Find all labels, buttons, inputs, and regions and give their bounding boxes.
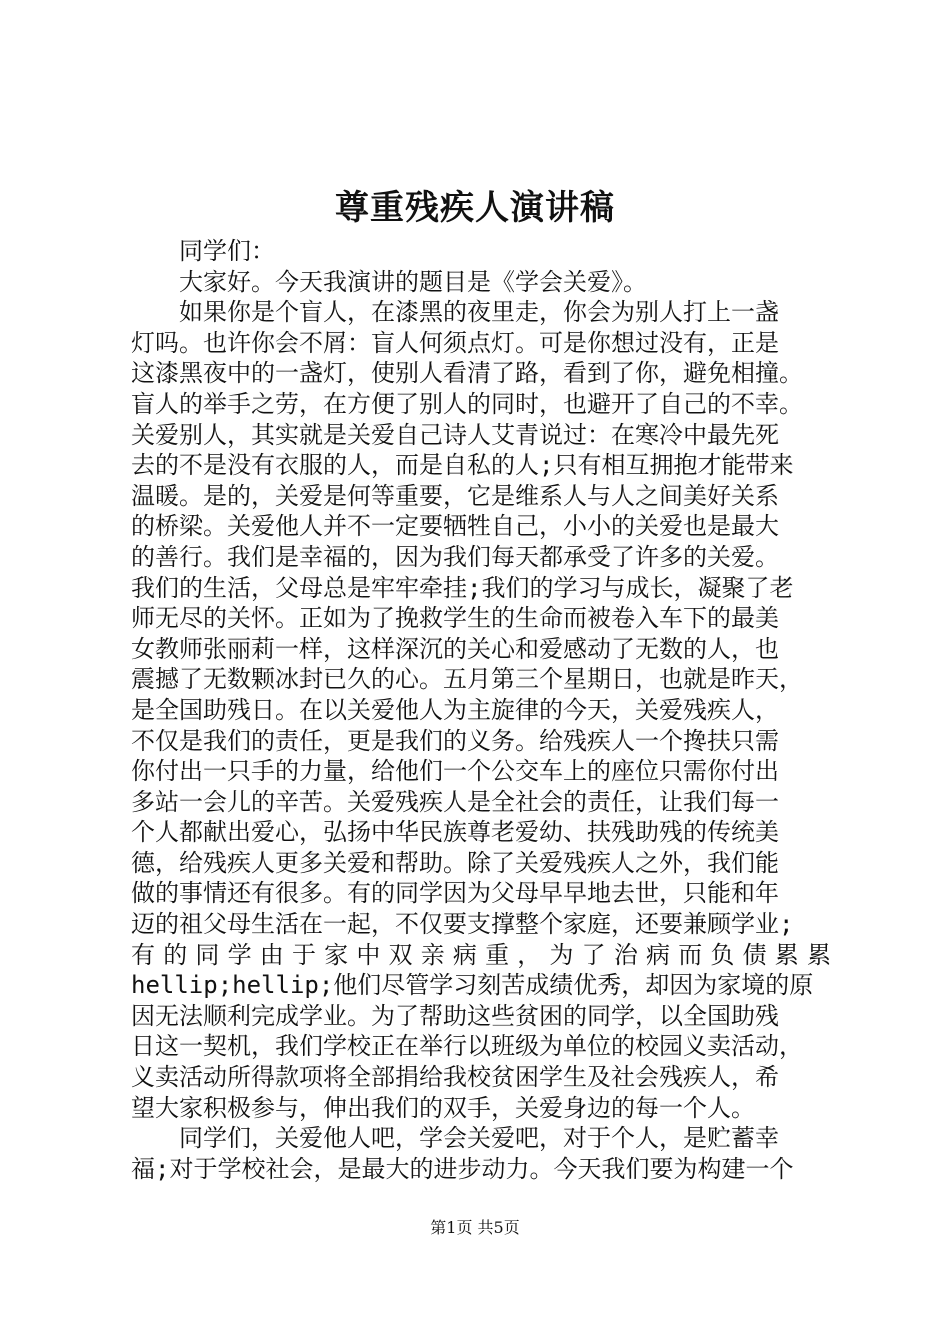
body-line: 望大家积极参与，伸出我们的双手，关爱身边的每一个人。 — [131, 1093, 755, 1122]
body-line: 德，给残疾人更多关爱和帮助。除了关爱残疾人之外，我们能 — [131, 848, 779, 877]
body-line: 女教师张丽莉一样，这样深沉的关心和爱感动了无数的人，也 — [131, 634, 779, 663]
body-line-justified — [131, 940, 831, 971]
justified-char: 为 — [549, 940, 574, 969]
justified-char: 有 — [131, 940, 155, 969]
justified-char: 双 — [388, 940, 413, 969]
body-line: 这漆黑夜中的一盏灯，使别人看清了路，看到了你，避免相撞。 — [131, 359, 803, 388]
body-line: 如果你是个盲人，在漆黑的夜里走，你会为别人打上一盏 — [179, 298, 779, 327]
justified-char: 而 — [678, 940, 703, 969]
justified-char: 的 — [163, 940, 188, 969]
justified-char: 家 — [324, 940, 349, 969]
body-line: 的桥梁。关爱他人并不一定要牺牲自己，小小的关爱也是最大 — [131, 512, 779, 541]
body-line: 大家好。今天我演讲的题目是《学会关爱》。 — [179, 267, 647, 296]
justified-char: 治 — [613, 940, 638, 969]
body-line: 去的不是没有衣服的人，而是自私的人;只有相互拥抱才能带来 — [131, 451, 794, 480]
body-line: 多站一会儿的辛苦。关爱残疾人是全社会的责任，让我们每一 — [131, 787, 779, 816]
body-line: 同学们，关爱他人吧，学会关爱吧，对于个人，是贮蓄幸 — [179, 1124, 779, 1153]
justified-char: 病 — [452, 940, 477, 969]
body-line: 盲人的举手之劳，在方便了别人的同时，也避开了自己的不幸。 — [131, 389, 803, 418]
justified-char: 重 — [485, 940, 510, 969]
body-line: 你付出一只手的力量，给他们一个公交车上的座位只需你付出 — [131, 757, 779, 786]
body-line: 师无尽的关怀。正如为了挽救学生的生命而被卷入车下的最美 — [131, 604, 779, 633]
body-line: 是全国助残日。在以关爱他人为主旋律的今天，关爱残疾人， — [131, 695, 779, 724]
justified-char: 学 — [227, 940, 252, 969]
body-line: 同学们： — [179, 237, 275, 265]
justified-char: 负 — [710, 940, 735, 969]
page-footer: 第1页 共5页 — [430, 1218, 520, 1237]
justified-char: 由 — [259, 940, 284, 969]
body-line: 灯吗。也许你会不屑：盲人何须点灯。可是你想过没有，正是 — [131, 328, 779, 357]
body-line: 个人都献出爱心，弘扬中华民族尊老爱幼、扶残助残的传统美 — [131, 818, 779, 847]
justified-char: 累 — [774, 940, 799, 969]
body-line: 我们的生活，父母总是牢牢牵挂;我们的学习与成长，凝聚了老 — [131, 573, 794, 602]
justified-char: 债 — [742, 940, 767, 969]
body-line: 做的事情还有很多。有的同学因为父母早早地去世，只能和年 — [131, 879, 779, 908]
document-title: 尊重残疾人演讲稿 — [335, 188, 615, 228]
body-line: 温暖。是的，关爱是何等重要，它是维系人与人之间美好关系 — [131, 481, 779, 510]
body-line: 迈的祖父母生活在一起，不仅要支撑整个家庭，还要兼顾学业; — [131, 910, 794, 939]
justified-char: ， — [517, 940, 542, 969]
justified-char: 于 — [291, 940, 316, 969]
body-line: 不仅是我们的责任，更是我们的义务。给残疾人一个搀扶只需 — [131, 726, 779, 755]
justified-char: 同 — [195, 940, 220, 969]
justified-char: 累 — [806, 940, 831, 969]
body-line: 义卖活动所得款项将全部捐给我校贫困学生及社会残疾人，希 — [131, 1063, 779, 1092]
justified-char: 亲 — [420, 940, 445, 969]
body-line: 震撼了无数颗冰封已久的心。五月第三个星期日，也就是昨天， — [131, 665, 803, 694]
body-line: 因无法顺利完成学业。为了帮助这些贫困的同学，以全国助残 — [131, 1001, 779, 1030]
body-line: 日这一契机，我们学校正在举行以班级为单位的校园义卖活动， — [131, 1032, 803, 1061]
justified-char: 中 — [356, 940, 381, 969]
body-line: 福;对于学校社会，是最大的进步动力。今天我们要为构建一个 — [131, 1154, 794, 1183]
document-body — [131, 236, 831, 1184]
justified-char: 病 — [646, 940, 670, 969]
justified-char: 了 — [581, 940, 606, 969]
body-line: 关爱别人，其实就是关爱自己诗人艾青说过：在寒冷中最先死 — [131, 420, 779, 449]
body-line: hellip;hellip;他们尽管学习刻苦成绩优秀，却因为家境的原 — [131, 971, 814, 1000]
body-line: 的善行。我们是幸福的，因为我们每天都承受了许多的关爱。 — [131, 542, 779, 571]
